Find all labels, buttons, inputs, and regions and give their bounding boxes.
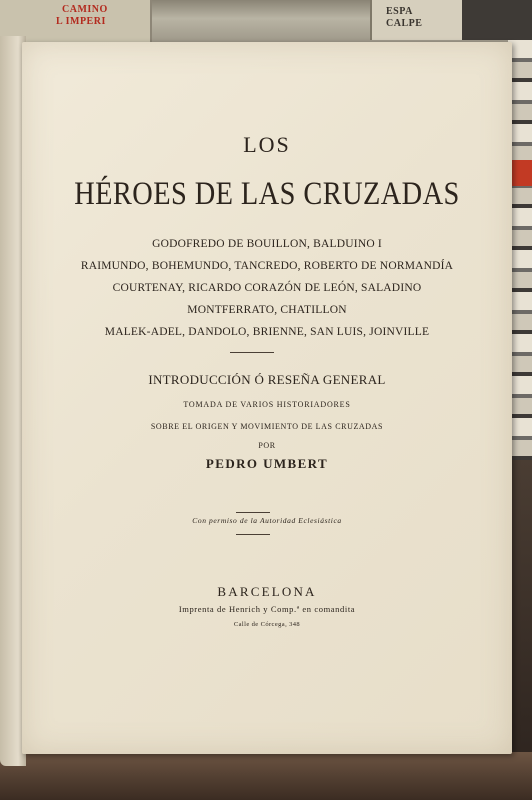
divider-rule-lower [236,534,270,535]
introduction-subtitle: TOMADA DE VARIOS HISTORIADORES [183,400,351,409]
background-book-2 [370,0,462,40]
by-label: POR [258,441,276,450]
names-line-1: GODOFREDO DE BOUILLON, BALDUINO I [152,238,382,250]
introduction-subtitle-2: SOBRE EL ORIGEN Y MOVIMIENTO DE LAS CRUZADAS [150,422,384,431]
table-surface [0,752,532,800]
ecclesiastical-permission: Con permiso de la Autoridad Eclesiástica [192,516,342,525]
book-title: HÉROES DE LAS CRUZADAS [74,176,460,212]
divider-rule-upper [236,512,270,513]
names-line-2: RAIMUNDO, BOHEMUNDO, TANCREDO, ROBERTO DE NORMANDÍA [80,260,454,272]
names-line-4: MONTFERRATO, CHATILLON [187,304,347,316]
book-label-2: L IMPERI [56,16,106,27]
printer-name: Imprenta de Henrich y Comp.ª en comandita [178,604,356,614]
publication-city: BARCELONA [217,584,317,599]
background-book-3 [462,0,532,40]
book-label-1: CAMINO [62,4,108,15]
pretitle: LOS [243,132,291,157]
book-label-3: ESPA [386,6,413,17]
introduction-heading: INTRODUCCIÓN Ó RESEÑA GENERAL [148,372,386,387]
divider-rule [230,352,274,353]
author-name: PEDRO UMBERT [205,456,329,471]
names-line-3: COURTENAY, RICARDO CORAZÓN DE LEÓN, SALADINO [112,282,422,294]
names-line-5: MALEK-ADEL, DANDOLO, BRIENNE, SAN LUIS, JOINVILLE [104,326,430,338]
book-label-4: CALPE [386,18,423,29]
printer-address: Calle de Córcega, 348 [233,621,301,628]
